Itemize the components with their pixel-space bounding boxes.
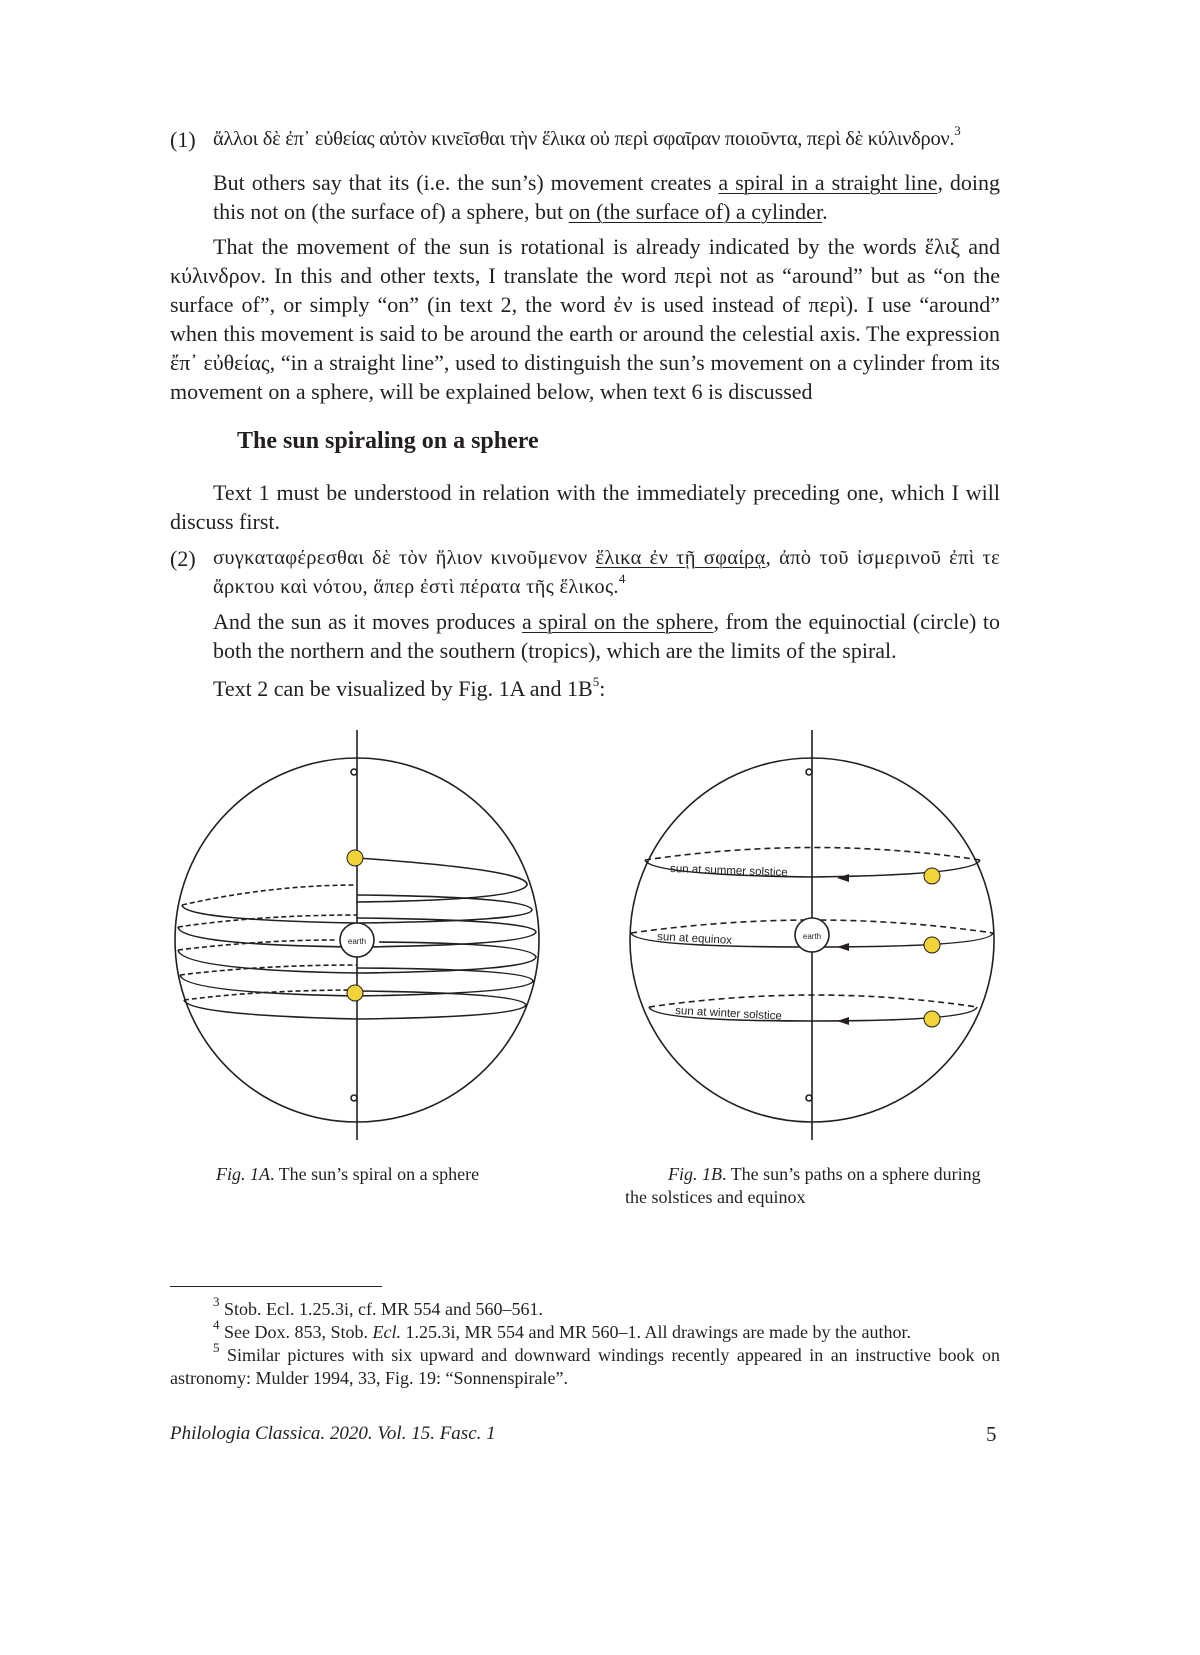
paragraph-rotational-movement: That the movement of the sun is rotational is already indicated by the words ἕλιξ and κύλινδρον. In this and other texts, I translate the word περὶ not as “around” but as “on the surface of”, or simply “on” (in text 2, the word ἐν is used instead of περὶ). I use “around” when this movement is said to be around the earth or around the celestial axis. The expression ἔπ᾽ εὐθείας, “in a straight line”, used to distinguish the sun’s movement on a cylinder from its movement on a sphere, will be explained below, when text 6 is discussed bbox=[170, 234, 1000, 404]
equinox-label: sun at equinox bbox=[656, 931, 733, 947]
footnote-4: $^4$ See Dox. 853, Stob. Ecl. 1.25.3i, MR 554 and MR 560–1. All drawings are made by the author. bbox=[213, 1317, 911, 1342]
summer-solstice-label: sun at summer solstice bbox=[669, 863, 788, 880]
text-2-block bbox=[170, 544, 1000, 602]
footnote-ref-3[interactable]: 3 bbox=[954, 123, 961, 139]
section-heading: The sun spiraling on a sphere bbox=[237, 428, 539, 454]
footnote-3: $^3$ Stob. Ecl. 1.25.3i, cf. MR 554 and 560–561. bbox=[213, 1294, 543, 1319]
sun-summer-solstice bbox=[924, 868, 940, 884]
earth-label: earth bbox=[802, 932, 822, 941]
text-2-greek: συγκαταφέρεσθαι δὲ τὸν ἥλιον κινοῦμενον ἕλικα ἐν τῇ σφαίρᾳ, ἀπὸ τοῦ ἰσμερινοῦ ἐπὶ τε ἄρκτου καὶ νότου, ἅπερ ἐστὶ πέρατα τῆς ἕλικος.$^4$ bbox=[213, 547, 1000, 598]
sun-equinox bbox=[924, 937, 940, 953]
footnote-5: $^5$ Similar pictures with six upward and downward windings recently appeared in an instructive book on astronomy: Mulder 1994, 33, Fig. 19: “Sonnenspirale”. bbox=[170, 1340, 1000, 1388]
page-number: 5 bbox=[986, 1422, 997, 1446]
winter-solstice-back bbox=[649, 995, 977, 1007]
text-1-greek: ἄλλοι δὲ ἐπ᾽ εὐθείας αὐτὸν κινεῖσθαι τὴν ἕλικα οὐ περὶ σφαῖραν ποιοῦντα, περὶ δὲ κύλινδρον.$^3$ bbox=[213, 123, 961, 150]
spiral-winding bbox=[178, 915, 357, 927]
figure-1b-sun-paths bbox=[625, 725, 1005, 1150]
figure-1b-caption: Fig. 1B. The sun’s paths on a sphere during the solstices and equinox bbox=[625, 1164, 981, 1207]
journal-footer: Philologia Classica. 2020. Vol. 15. Fasc. 1 bbox=[170, 1423, 496, 1444]
spiral-winding bbox=[182, 885, 357, 905]
axis-marker-bottom bbox=[806, 1095, 812, 1101]
spiral-winding bbox=[178, 940, 335, 950]
footnote-ref-4[interactable]: 4 bbox=[618, 571, 626, 587]
sun-upper bbox=[347, 850, 363, 866]
arrow-winter bbox=[837, 1017, 849, 1025]
text-1-number: (1) bbox=[170, 127, 196, 152]
earth-label: earth bbox=[347, 937, 367, 946]
winter-solstice-label: sun at winter solstice bbox=[674, 1005, 783, 1023]
paragraph-text-1-relation: Text 1 must be understood in relation with the immediately preceding one, which I will discuss first. bbox=[170, 480, 1000, 534]
footnote-ref-5[interactable]: 5 bbox=[592, 673, 600, 689]
arrow-equinox bbox=[837, 943, 849, 951]
arrow-summer bbox=[837, 874, 849, 882]
figure-1a-caption: Fig. 1A. The sun’s spiral on a sphere bbox=[216, 1164, 480, 1184]
sun-lower bbox=[347, 985, 363, 1001]
text-2-translation: And the sun as it moves produces a spiral on the sphere, from the equinoctial (circle) to both the northern and the southern (tropics), which are the limits of the spiral. bbox=[213, 609, 1001, 663]
figure-1a-spiral-sphere bbox=[170, 725, 560, 1150]
axis-marker-top bbox=[351, 769, 357, 775]
text-1-block bbox=[170, 125, 1000, 154]
footnote-divider bbox=[170, 1286, 382, 1287]
sun-winter-solstice bbox=[924, 1011, 940, 1027]
text-1-translation: But others say that its (i.e. the sun’s) movement creates a spiral in a straight line, doing this not on (the surface of) a sphere, but on (the surface of) a cylinder. bbox=[213, 170, 1000, 224]
text-2-number: (2) bbox=[170, 546, 196, 571]
axis-marker-top bbox=[806, 769, 812, 775]
paragraph-visualized: Text 2 can be visualized by Fig. 1A and $1B^5$: bbox=[213, 673, 606, 701]
axis-marker-bottom bbox=[351, 1095, 357, 1101]
